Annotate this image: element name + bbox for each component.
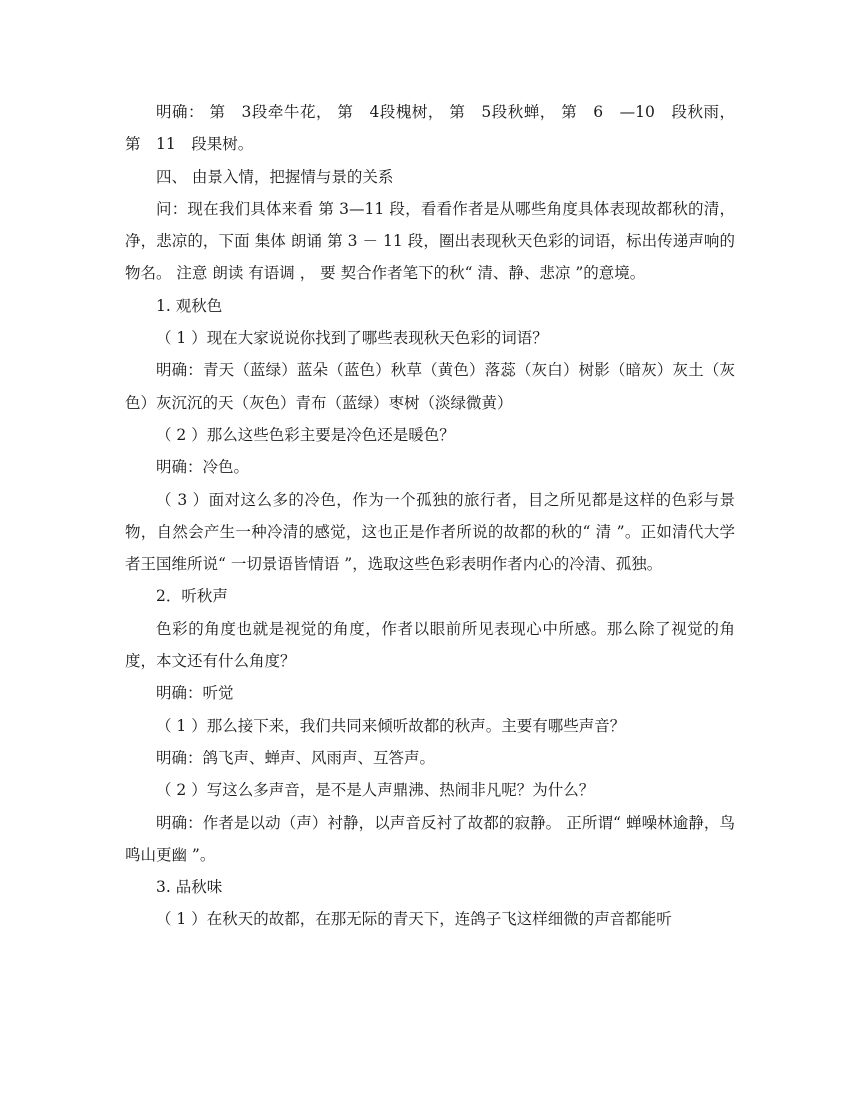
section-heading: 四、 由景入情，把握情与景的关系 — [156, 167, 394, 186]
paragraph: （ 3 ）面对这么多的冷色，作为一个孤独的旅行者，目之所见都是这样的色彩与景物，自然会产生一种冷清的感觉，这也正是作者所说的故都的秋的“ 清 ”。正如清代大学者王国维所说“ 一切景语皆情语 ”，选取这些色彩表明作者内心的冷清、孤独。 — [125, 490, 735, 574]
answer: 明确：青天（蓝绿）蓝朵（蓝色）秋草（黄色）落蕊（灰白）树影（暗灰）灰土（灰色）灰沉沉的天（灰色）青布（蓝绿）枣树（淡绿微黄） — [125, 361, 735, 412]
subsection-heading: 3. 品秋味 — [156, 878, 223, 897]
answer: 明确：鸽飞声、蝉声、风雨声、互答声。 — [156, 748, 436, 767]
paragraph: 问：现在我们具体来看 第 3—11 段，看看作者是从哪些角度具体表现故都秋的清，净，悲凉的，下面 集体 朗诵 第 3 － 11 段，圈出表现秋天色彩的词语，标出传递声响的物名。 注意 朗读 有语调 ， 要 契合作者笔下的秋“ 清、静、悲凉 ”的意境。 — [125, 199, 735, 283]
answer: 明确：作者是以动（声）衬静，以声音反衬了故都的寂静。 正所谓“ 蝉噪林逾静，鸟鸣山更幽 ”。 — [125, 813, 735, 864]
question: （ 1 ）现在大家说说你找到了哪些表现秋天色彩的词语？ — [156, 329, 548, 348]
question: （ 2 ）那么这些色彩主要是冷色还是暖色？ — [156, 425, 455, 444]
answer: 明确：冷色。 — [156, 458, 250, 477]
question: （ 1 ）那么接下来，我们共同来倾听故都的秋声。主要有哪些声音？ — [156, 716, 626, 735]
paragraph: 明确： 第 3段牵牛花， 第 4段槐树， 第 5段秋蝉， 第 6 —10 段秋雨， 第 11 段果树。 — [125, 103, 735, 154]
subsection-heading: 1. 观秋色 — [156, 296, 223, 315]
paragraph: 色彩的角度也就是视觉的角度，作者以眼前所见表现心中所感。那么除了视觉的角度，本文还有什么角度？ — [125, 619, 735, 671]
question: （ 1 ）在秋天的故都，在那无际的青天下，连鸽子飞这样细微的声音都能听 — [156, 910, 672, 929]
answer: 明确：听觉 — [156, 684, 234, 703]
question: （ 2 ）写这么多声音，是不是人声鼎沸、热闹非凡呢？为什么？ — [156, 781, 595, 800]
subsection-heading: 2．听秋声 — [156, 587, 228, 606]
